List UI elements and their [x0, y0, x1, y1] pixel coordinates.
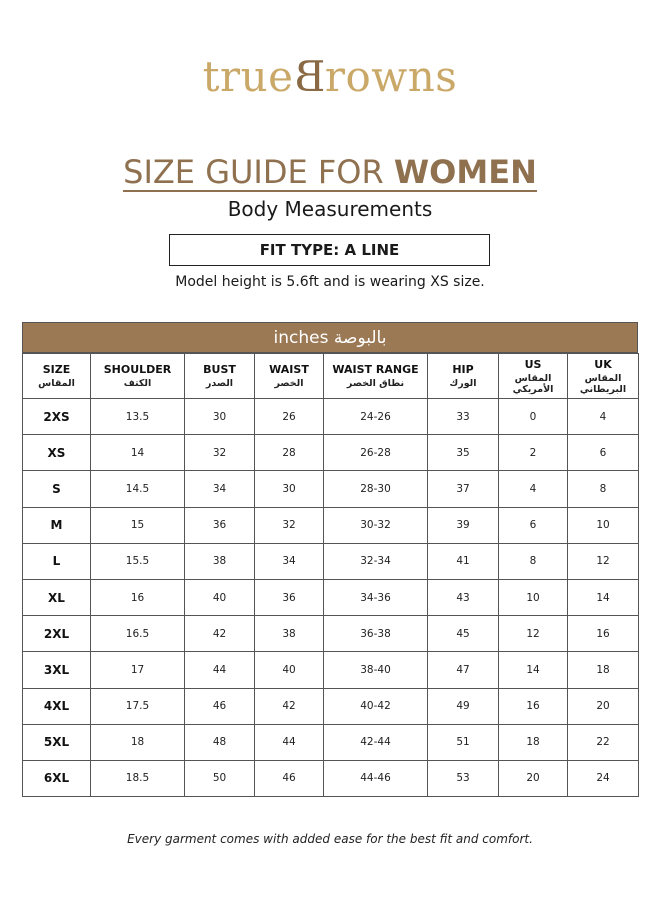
measurement-cell: 50: [185, 760, 255, 796]
measurement-cell: 0: [499, 399, 568, 435]
measurement-cell: 36: [185, 507, 255, 543]
measurement-cell: 14.5: [91, 471, 185, 507]
size-label-cell: 5XL: [23, 724, 91, 760]
measurement-cell: 40-42: [324, 688, 428, 724]
measurement-cell: 14: [499, 652, 568, 688]
column-header-arabic-label: الصدر: [205, 378, 234, 389]
size-label-cell: 2XS: [23, 399, 91, 435]
table-row: [23, 579, 639, 615]
size-label-cell: XS: [23, 435, 91, 471]
measurement-cell: 42: [185, 616, 255, 652]
measurement-cell: 8: [568, 471, 639, 507]
measurement-cell: 41: [428, 543, 499, 579]
column-header-label: HIP: [452, 363, 474, 376]
measurement-cell: 24: [568, 760, 639, 796]
measurement-cell: 46: [185, 688, 255, 724]
fit-type-box: FIT TYPE: A LINE: [169, 234, 490, 266]
brand-name-mark: B: [293, 52, 325, 101]
measurement-cell: 17.5: [91, 688, 185, 724]
measurement-cell: 44-46: [324, 760, 428, 796]
measurement-cell: 28: [255, 435, 324, 471]
measurement-cell: 16: [91, 579, 185, 615]
column-header: [185, 354, 255, 399]
page-subtitle: Body Measurements: [227, 197, 433, 221]
size-label-cell: 6XL: [23, 760, 91, 796]
measurement-cell: 30-32: [324, 507, 428, 543]
measurement-cell: 2: [499, 435, 568, 471]
measurement-cell: 42: [255, 688, 324, 724]
column-header: [23, 354, 91, 399]
column-header-label: WAIST: [269, 363, 309, 376]
page-title: [0, 153, 660, 192]
measurement-cell: 6: [499, 507, 568, 543]
measurement-cell: 33: [428, 399, 499, 435]
column-header-label: WAIST RANGE: [332, 363, 419, 376]
size-label-cell: S: [23, 471, 91, 507]
footer-note: Every garment comes with added ease for the best fit and comfort.: [127, 832, 533, 846]
measurement-cell: 4: [568, 399, 639, 435]
column-header-label: SIZE: [42, 363, 71, 376]
measurement-cell: 42-44: [324, 724, 428, 760]
column-header: [324, 354, 428, 399]
measurement-cell: 43: [428, 579, 499, 615]
table-row: [23, 399, 639, 435]
column-header-label: US: [524, 357, 542, 371]
brand-logo: [0, 52, 660, 101]
measurement-cell: 44: [185, 652, 255, 688]
measurement-cell: 37: [428, 471, 499, 507]
page-title-light: SIZE GUIDE FOR: [123, 153, 394, 191]
measurement-cell: 34: [185, 471, 255, 507]
column-header: [255, 354, 324, 399]
column-header-arabic-label: المقاس: [38, 378, 75, 389]
table-row: [23, 616, 639, 652]
unit-bar: inches بالبوصة: [22, 322, 638, 353]
measurement-cell: 32: [255, 507, 324, 543]
measurement-cell: 51: [428, 724, 499, 760]
measurement-cell: 53: [428, 760, 499, 796]
measurement-cell: 14: [91, 435, 185, 471]
measurement-cell: 12: [568, 543, 639, 579]
measurement-cell: 34: [255, 543, 324, 579]
size-label-cell: 2XL: [23, 616, 91, 652]
table-row: [23, 724, 639, 760]
column-header-label: SHOULDER: [103, 363, 172, 376]
measurement-cell: 30: [255, 471, 324, 507]
measurement-cell: 15.5: [91, 543, 185, 579]
measurement-cell: 36-38: [324, 616, 428, 652]
measurement-cell: 18: [568, 652, 639, 688]
measurement-cell: 46: [255, 760, 324, 796]
measurement-cell: 4: [499, 471, 568, 507]
size-table: [22, 353, 639, 797]
measurement-cell: 14: [568, 579, 639, 615]
measurement-cell: 36: [255, 579, 324, 615]
measurement-cell: 32-34: [324, 543, 428, 579]
brand-name-part1: true: [202, 52, 294, 101]
measurement-cell: 13.5: [91, 399, 185, 435]
measurement-cell: 16: [499, 688, 568, 724]
brand-name-part2: rowns: [324, 52, 458, 101]
measurement-cell: 10: [568, 507, 639, 543]
table-row: [23, 760, 639, 796]
measurement-cell: 34-36: [324, 579, 428, 615]
size-label-cell: M: [23, 507, 91, 543]
measurement-cell: 10: [499, 579, 568, 615]
measurement-cell: 8: [499, 543, 568, 579]
measurement-cell: 40: [255, 652, 324, 688]
measurement-cell: 15: [91, 507, 185, 543]
table-row: [23, 435, 639, 471]
column-header-arabic-label: نطاق الخصر: [346, 378, 405, 389]
table-row: [23, 543, 639, 579]
size-label-cell: 4XL: [23, 688, 91, 724]
measurement-cell: 18.5: [91, 760, 185, 796]
measurement-cell: 26: [255, 399, 324, 435]
size-label-cell: 3XL: [23, 652, 91, 688]
table-body: [23, 399, 639, 797]
measurement-cell: 38: [255, 616, 324, 652]
measurement-cell: 38: [185, 543, 255, 579]
measurement-cell: 24-26: [324, 399, 428, 435]
measurement-cell: 20: [568, 688, 639, 724]
column-header-arabic-label: الخصر: [274, 378, 304, 389]
measurement-cell: 18: [499, 724, 568, 760]
measurement-cell: 22: [568, 724, 639, 760]
measurement-cell: 18: [91, 724, 185, 760]
measurement-cell: 35: [428, 435, 499, 471]
measurement-cell: 40: [185, 579, 255, 615]
size-label-cell: L: [23, 543, 91, 579]
size-label-cell: XL: [23, 579, 91, 615]
size-table-container: [22, 322, 638, 797]
measurement-cell: 45: [428, 616, 499, 652]
measurement-cell: 12: [499, 616, 568, 652]
column-header: [428, 354, 499, 399]
model-note: Model height is 5.6ft and is wearing XS size.: [175, 274, 485, 290]
measurement-cell: 16.5: [91, 616, 185, 652]
page-title-bold: WOMEN: [393, 153, 537, 191]
measurement-cell: 32: [185, 435, 255, 471]
column-header: [568, 354, 639, 399]
table-row: [23, 471, 639, 507]
measurement-cell: 16: [568, 616, 639, 652]
table-row: [23, 652, 639, 688]
measurement-cell: 30: [185, 399, 255, 435]
measurement-cell: 49: [428, 688, 499, 724]
column-header: [499, 354, 568, 399]
column-header: [91, 354, 185, 399]
column-header-arabic-label: المقاس البريطاني: [579, 372, 627, 395]
table-row: [23, 507, 639, 543]
measurement-cell: 26-28: [324, 435, 428, 471]
measurement-cell: 38-40: [324, 652, 428, 688]
column-header-label: UK: [594, 357, 612, 371]
column-header-label: BUST: [203, 363, 236, 376]
table-header-row: [23, 354, 639, 399]
measurement-cell: 48: [185, 724, 255, 760]
measurement-cell: 6: [568, 435, 639, 471]
measurement-cell: 17: [91, 652, 185, 688]
measurement-cell: 39: [428, 507, 499, 543]
column-header-arabic-label: الكتف: [123, 378, 152, 389]
measurement-cell: 28-30: [324, 471, 428, 507]
measurement-cell: 44: [255, 724, 324, 760]
column-header-arabic-label: المقاس الأمريكي: [512, 372, 554, 395]
column-header-arabic-label: الورك: [449, 378, 477, 389]
table-row: [23, 688, 639, 724]
measurement-cell: 47: [428, 652, 499, 688]
measurement-cell: 20: [499, 760, 568, 796]
